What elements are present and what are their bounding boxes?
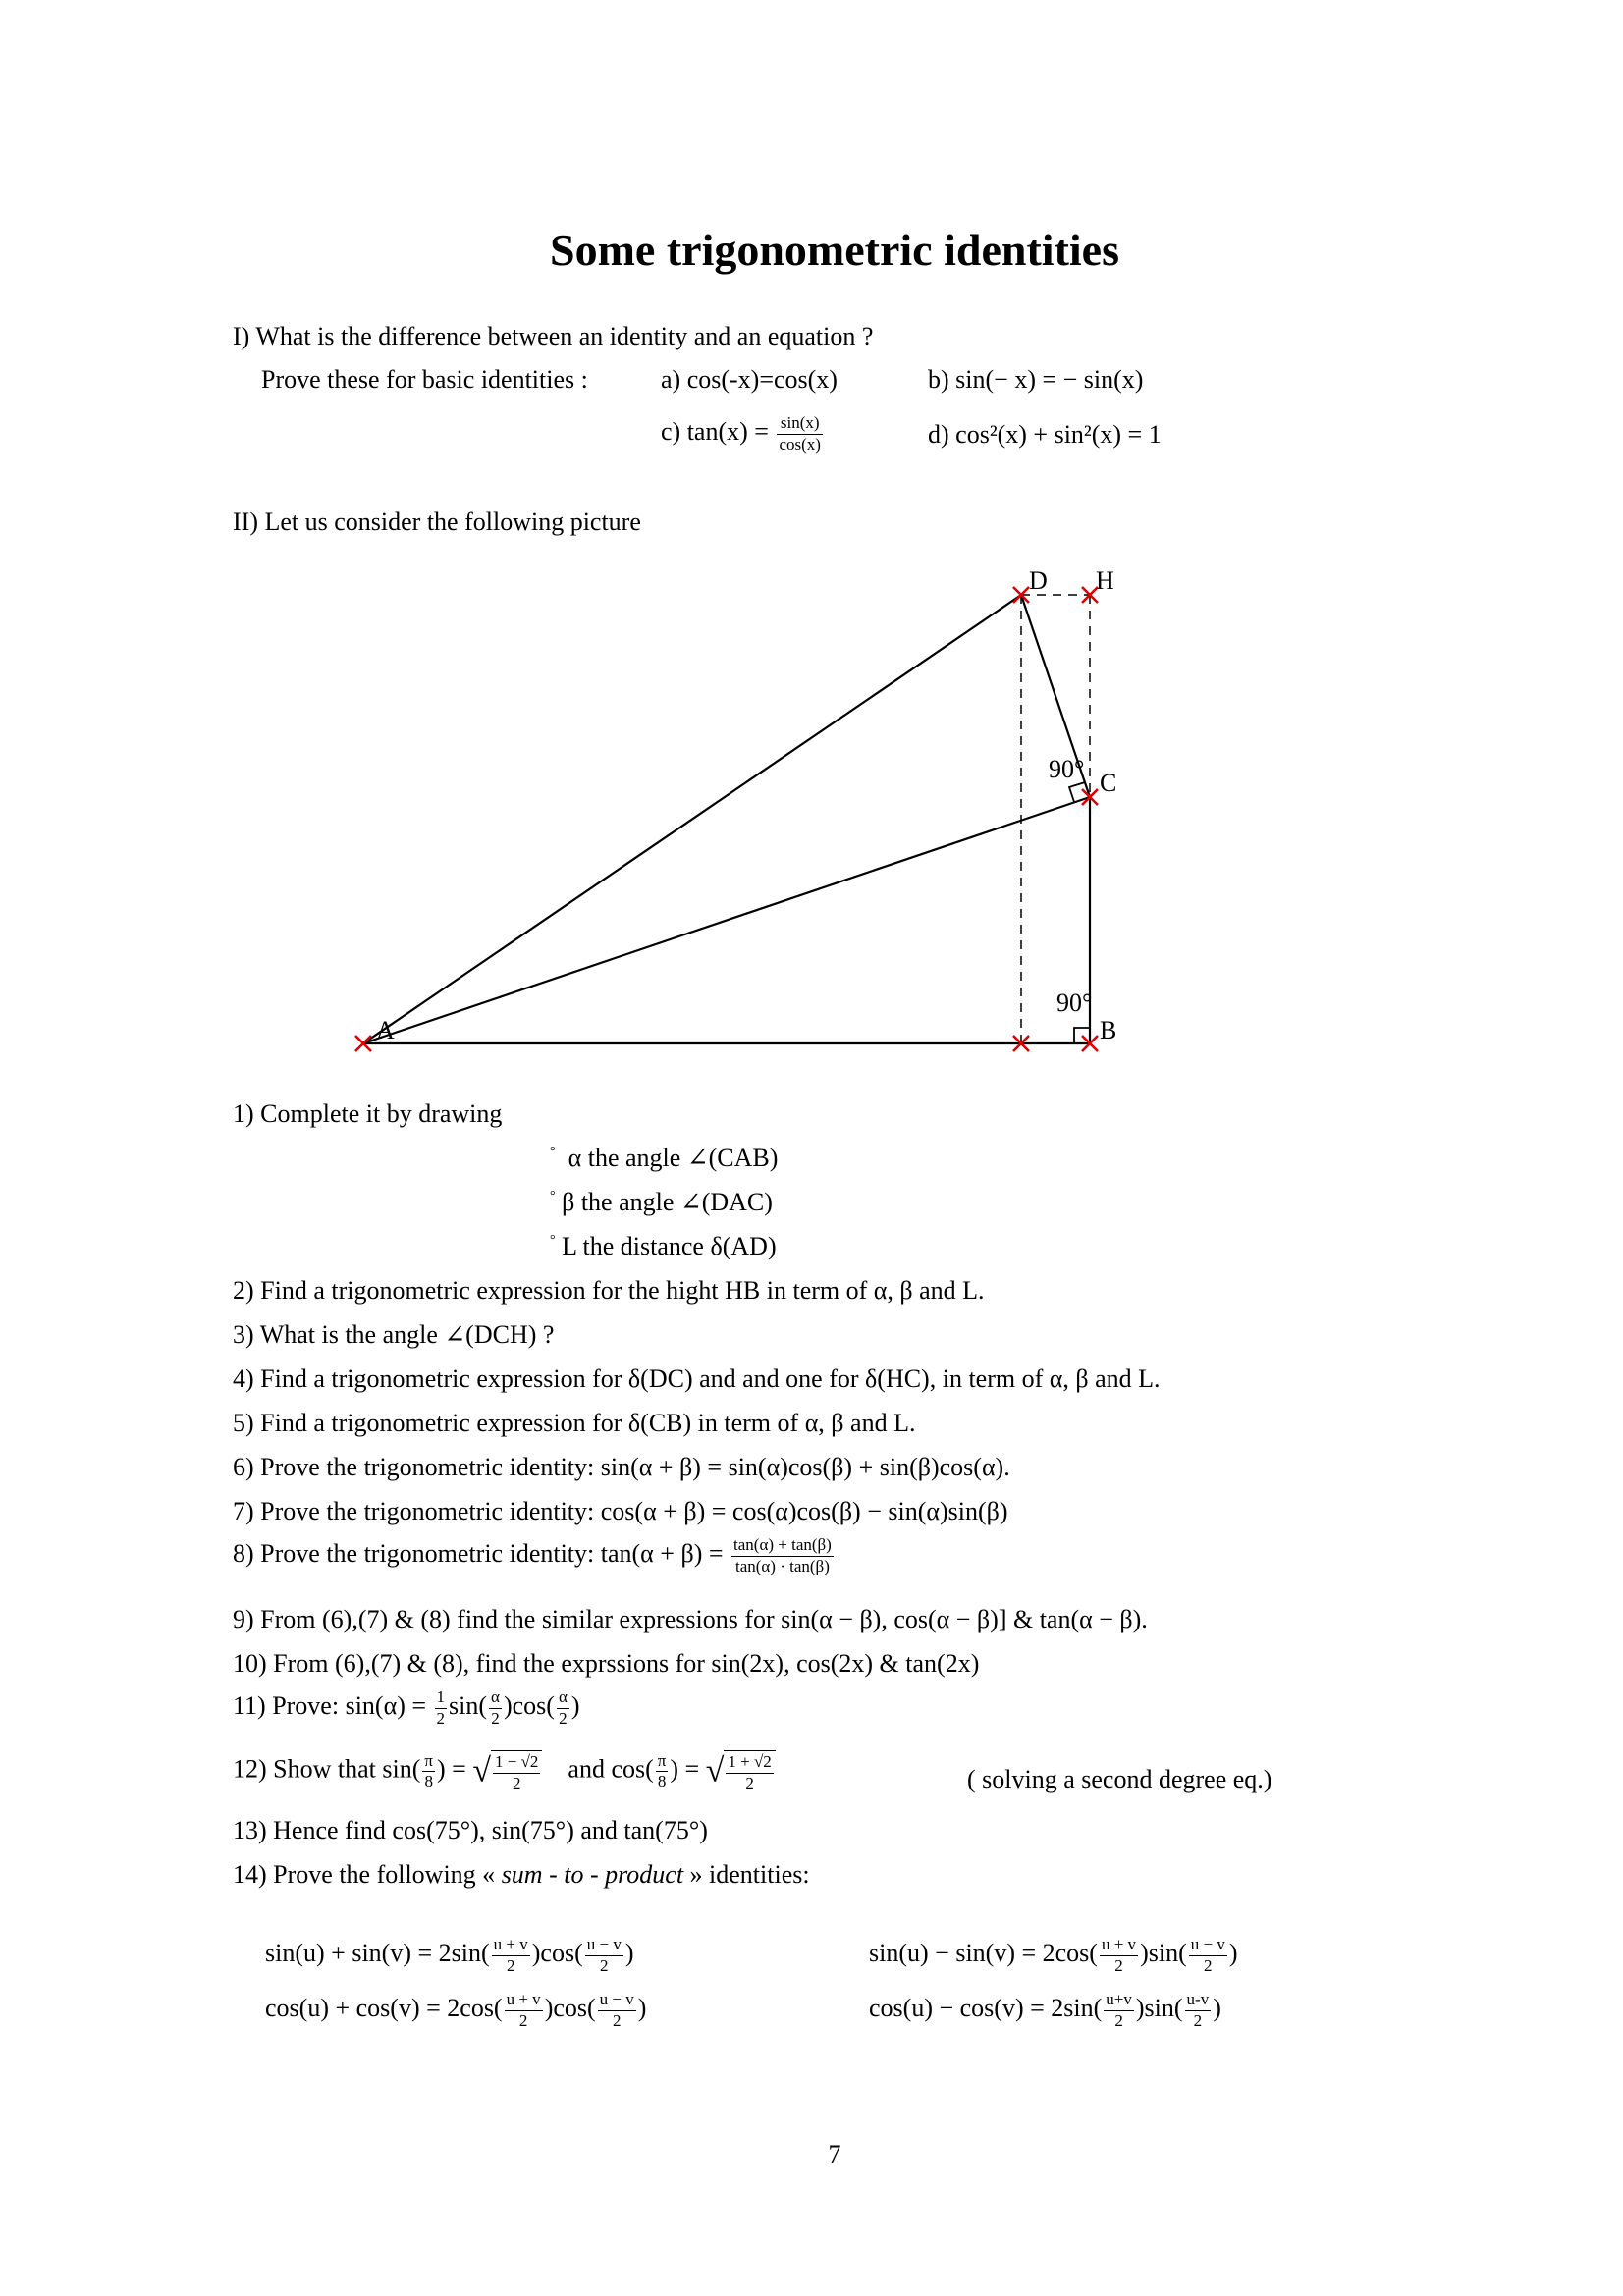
identity-end: ) bbox=[637, 1994, 647, 2023]
q11-end: ) bbox=[570, 1691, 580, 1721]
point-label-D: D bbox=[1029, 566, 1048, 595]
sum-to-product-identity bbox=[265, 1991, 646, 2030]
q14-prefix: 14) Prove the following « bbox=[233, 1860, 496, 1889]
identity-question: I) What is the difference between an identity and an equation ? bbox=[233, 322, 874, 350]
q1-item: ° β the angle ∠(DAC) bbox=[550, 1188, 773, 1216]
fraction-numerator: 1 − √2 bbox=[493, 1753, 540, 1774]
identity-mid: )cos( bbox=[544, 1994, 596, 2023]
sum-to-product-identity bbox=[869, 1936, 1238, 1975]
fraction-numerator: u − v bbox=[585, 1936, 623, 1956]
q1-item: ° L the distance δ(AD) bbox=[550, 1232, 777, 1260]
question-6: 6) Prove the trigonometric identity: sin(α + β) = sin(α)cos(β) + sin(β)cos(α). bbox=[233, 1453, 1010, 1481]
question-3: 3) What is the angle ∠(DCH) ? bbox=[233, 1320, 555, 1349]
identity-d: d) cos²(x) + sin²(x) = 1 bbox=[928, 420, 1162, 449]
question-5: 5) Find a trigonometric expression for δ(CB) in term of α, β and L. bbox=[233, 1409, 916, 1437]
q1-item: ° α the angle ∠(CAB) bbox=[550, 1144, 779, 1172]
q1-item-text: β the angle ∠(DAC) bbox=[562, 1188, 773, 1216]
half-diff-fraction bbox=[1189, 1936, 1227, 1975]
q11-cos: )cos( bbox=[503, 1691, 555, 1721]
fraction-denominator: 2 bbox=[512, 1773, 521, 1792]
half-sum-fraction bbox=[505, 1991, 543, 2030]
identity-end: ) bbox=[624, 1939, 634, 1968]
question-2: 2) Find a trigonometric expression for the hight HB in term of α, β and L. bbox=[233, 1276, 985, 1305]
identity-mid: )sin( bbox=[1135, 1994, 1183, 2023]
fraction-numerator: sin(x) bbox=[777, 414, 822, 435]
half-sum-fraction bbox=[1104, 1991, 1134, 2030]
fraction-denominator: 2 bbox=[1114, 2010, 1123, 2030]
identity-lhs: sin(u) + sin(v) = 2sin( bbox=[265, 1939, 490, 1968]
q8-fraction bbox=[731, 1536, 834, 1575]
fraction-denominator: 2 bbox=[491, 1708, 500, 1728]
q1-item-text: α the angle ∠(CAB) bbox=[568, 1144, 779, 1172]
segment-AC bbox=[363, 797, 1093, 1043]
fraction-numerator: u + v bbox=[1100, 1936, 1138, 1956]
half-diff-fraction bbox=[598, 1991, 636, 2030]
fraction-denominator: 2 bbox=[1114, 1955, 1123, 1975]
q8-prefix: 8) Prove the trigonometric identity: tan(α + β) = bbox=[233, 1539, 724, 1569]
alpha-half-fraction bbox=[557, 1688, 569, 1728]
fraction-numerator: u-v bbox=[1185, 1991, 1212, 2011]
question-1: 1) Complete it by drawing bbox=[233, 1099, 503, 1128]
fraction-numerator: u + v bbox=[492, 1936, 530, 1956]
angle-label-B: 90° bbox=[1056, 988, 1093, 1017]
segment-AD bbox=[363, 595, 1021, 1043]
fraction-numerator: u − v bbox=[1189, 1936, 1227, 1956]
q1-item-text: L the distance δ(AD) bbox=[562, 1232, 777, 1260]
question-10: 10) From (6),(7) & (8), find the exprssions for sin(2x), cos(2x) & tan(2x) bbox=[233, 1649, 980, 1678]
fraction-numerator: α bbox=[557, 1688, 569, 1709]
fraction-denominator: 8 bbox=[424, 1772, 433, 1791]
half-diff-fraction bbox=[1185, 1991, 1212, 2030]
q12-note: ( solving a second degree eq.) bbox=[967, 1765, 1272, 1793]
point-label-B: B bbox=[1100, 1016, 1117, 1044]
part2-intro: II) Let us consider the following picture bbox=[233, 507, 641, 536]
fraction-denominator: 2 bbox=[745, 1773, 754, 1792]
sqrt-sin-value: √ $\frac{1 - √2}{2}$ bbox=[472, 1750, 542, 1792]
fraction-denominator: 2 bbox=[600, 1955, 609, 1975]
q12-prefix: 12) Show that sin( bbox=[233, 1754, 421, 1784]
alpha-half-fraction bbox=[489, 1688, 502, 1728]
identity-lhs: cos(u) − cos(v) = 2sin( bbox=[869, 1994, 1103, 2023]
page-title: Some trigonometric identities bbox=[550, 225, 1119, 275]
question-8 bbox=[233, 1536, 836, 1575]
sqrt-cos-value: √ $\frac{1 + √2}{2}$ bbox=[706, 1750, 776, 1792]
fraction-numerator: 1 bbox=[435, 1688, 448, 1709]
point-label-A: A bbox=[376, 1016, 395, 1044]
fraction-numerator: u + v bbox=[505, 1991, 543, 2011]
fraction-denominator: 2 bbox=[1193, 2010, 1203, 2030]
identity-c-prefix: c) tan(x) = bbox=[661, 417, 769, 447]
pi-over-8 bbox=[656, 1752, 669, 1791]
page-number: 7 bbox=[828, 2140, 841, 2168]
question-13: 13) Hence find cos(75°), sin(75°) and tan(75°) bbox=[233, 1816, 708, 1844]
q11-prefix: 11) Prove: sin(α) = bbox=[233, 1691, 427, 1721]
q12-eq: ) = bbox=[436, 1754, 466, 1784]
identity-end: ) bbox=[1228, 1939, 1238, 1968]
sum-to-product-identity bbox=[265, 1936, 634, 1975]
fraction-denominator: 2 bbox=[518, 2010, 528, 2030]
question-12 bbox=[233, 1750, 776, 1792]
q12-eq: ) = bbox=[670, 1754, 700, 1784]
fraction-numerator: u − v bbox=[598, 1991, 636, 2011]
fraction-denominator: tan(α) · tan(β) bbox=[734, 1556, 830, 1575]
fraction-denominator: 2 bbox=[436, 1708, 446, 1728]
fraction-denominator: 2 bbox=[1204, 1955, 1213, 1975]
half-diff-fraction bbox=[585, 1936, 623, 1975]
identity-lhs: sin(u) − sin(v) = 2cos( bbox=[869, 1939, 1098, 1968]
identity-mid: )sin( bbox=[1140, 1939, 1187, 1968]
question-9: 9) From (6),(7) & (8) find the similar expressions for sin(α − β), cos(α − β)] & tan(α − β). bbox=[233, 1605, 1148, 1633]
question-11 bbox=[233, 1688, 580, 1728]
sum-to-product-identity bbox=[869, 1991, 1221, 2030]
fraction-denominator: cos(x) bbox=[779, 434, 821, 454]
fraction-numerator: α bbox=[489, 1688, 502, 1709]
q14-suffix: » identities: bbox=[689, 1860, 810, 1889]
fraction-denominator: 8 bbox=[657, 1772, 667, 1791]
fraction-denominator: 2 bbox=[506, 1955, 515, 1975]
half-fraction bbox=[435, 1688, 448, 1728]
half-sum-fraction bbox=[492, 1936, 530, 1975]
angle-label-C: 90° bbox=[1049, 755, 1085, 783]
identity-a: a) cos(-x)=cos(x) bbox=[661, 365, 838, 394]
fraction-denominator: 2 bbox=[612, 2010, 622, 2030]
fraction-denominator: 2 bbox=[559, 1708, 568, 1728]
fraction-numerator: π bbox=[656, 1752, 669, 1773]
identity-mid: )cos( bbox=[531, 1939, 583, 1968]
q14-italic: sum - to - product bbox=[501, 1860, 684, 1889]
half-sum-fraction bbox=[1100, 1936, 1138, 1975]
fraction-numerator: tan(α) + tan(β) bbox=[731, 1536, 834, 1557]
q12-and: and cos( bbox=[568, 1754, 654, 1784]
fraction-numerator: π bbox=[422, 1752, 435, 1773]
fraction-numerator: 1 + √2 bbox=[726, 1753, 773, 1774]
question-4: 4) Find a trigonometric expression for δ(DC) and and one for δ(HC), in term of α, β and L. bbox=[233, 1364, 1161, 1393]
point-label-H: H bbox=[1096, 566, 1114, 595]
identity-b: b) sin(− x) = − sin(x) bbox=[928, 365, 1144, 394]
identity-end: ) bbox=[1213, 1994, 1221, 2023]
identity-lhs: cos(u) + cos(v) = 2cos( bbox=[265, 1994, 503, 2023]
question-14 bbox=[233, 1862, 810, 1888]
q11-sin: sin( bbox=[449, 1691, 488, 1721]
prove-intro: Prove these for basic identities : bbox=[261, 365, 588, 394]
fraction-numerator: u+v bbox=[1104, 1991, 1134, 2011]
question-7: 7) Prove the trigonometric identity: cos(α + β) = cos(α)cos(β) − sin(α)sin(β) bbox=[233, 1497, 1008, 1525]
pi-over-8 bbox=[422, 1752, 435, 1791]
point-label-C: C bbox=[1100, 769, 1117, 797]
